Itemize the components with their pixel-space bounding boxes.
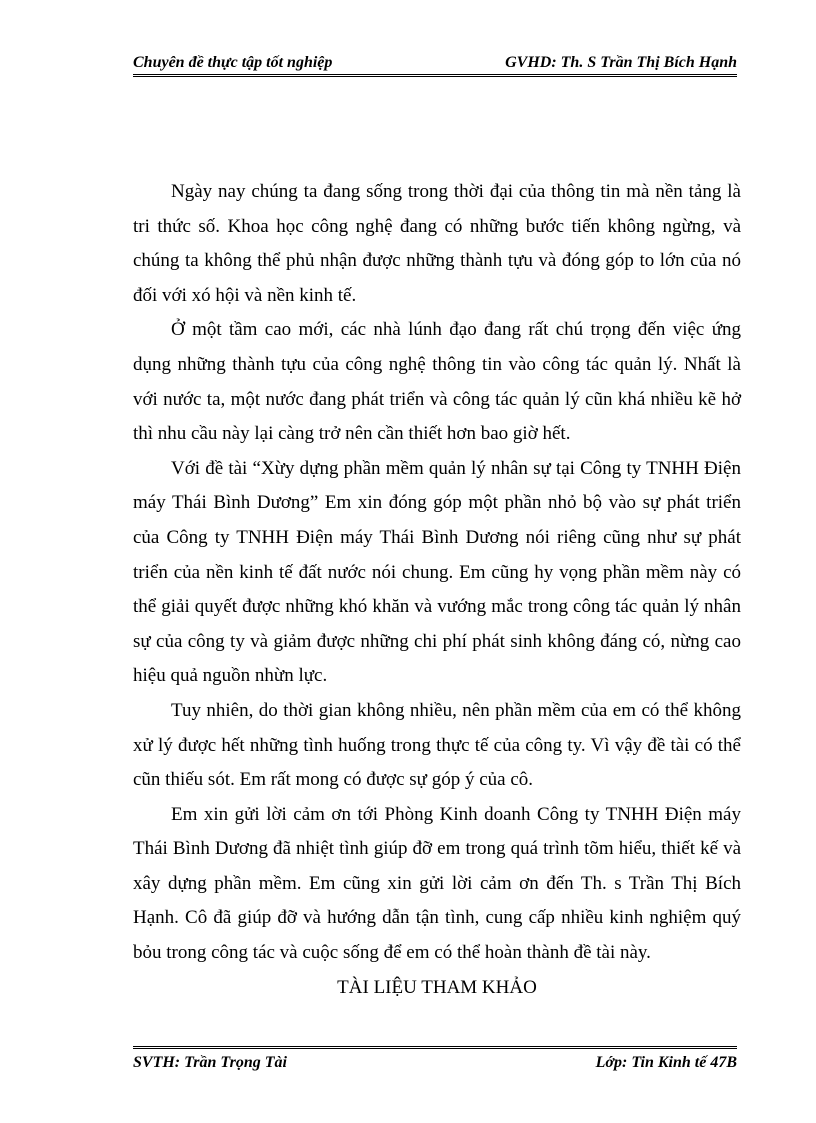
- header-divider: [133, 74, 737, 77]
- paragraph-acknowledgement: Em xin gửi lời cảm ơn tới Phòng Kinh doanh Công ty TNHH Điện máy Thái Bình Dương đã nhiệt tình giúp đỡ em trong quá trình tõm hiểu, thiết kế và xây dựng phần mềm. Em cũng xin gửi lời cảm ơn đến Th. s Trần Thị Bích Hạnh. Cô đã giúp đỡ và hướng dẫn tận tình, cung cấp nhiều kinh nghiệm quý bỏu trong công tác và cuộc sống để em có thể hoàn thành đề tài này.: [133, 803, 741, 964]
- paragraph-topic: Với đề tài “Xừy dựng phần mềm quản lý nhân sự tại Công ty TNHH Điện máy Thái Bình Dương” Em xin đóng góp một phần nhỏ bộ vào sự phát triển của Công ty TNHH Điện máy Thái Bình Dương nói riêng cũng như sự phát triển của nền kinh tế đất nước nói chung. Em cũng hy vọng phần mềm này có thể giải quyết được những khó khăn và vướng mắc trong công tác quản lý nhân sự của công ty và giảm được những chi phí phát sinh không đáng có, nừng cao hiệu quả nguồn nhừn lực.: [133, 457, 741, 687]
- document-body: [133, 175, 741, 1005]
- paragraph-leadership: Ở một tầm cao mới, các nhà lúnh đạo đang rất chú trọng đến việc ứng dụng những thành tựu của công nghệ thông tin vào công tác quản lý. Nhất là với nước ta, một nước đang phát triển và công tác quản lý cũn khá nhiều kẽ hở thì nhu cầu này lại càng trở nên cần thiết hơn bao giờ hết.: [133, 319, 741, 445]
- header-title: Chuyên đề thực tập tốt nghiệp: [133, 54, 333, 71]
- footer-divider: [133, 1046, 737, 1049]
- page-footer: [133, 1054, 737, 1076]
- paragraph-intro: Ngày nay chúng ta đang sống trong thời đại của thông tin mà nền tảng là tri thức số. Khoa học công nghệ đang có những bước tiến không ngừng, và chúng ta không thể phủ nhận được những thành tựu và đóng góp to lớn của nó đối với xó hội và nền kinh tế.: [133, 181, 741, 306]
- header-advisor: GVHD: Th. S Trần Thị Bích Hạnh: [505, 54, 737, 71]
- footer-class: Lớp: Tin Kinh tế 47B: [595, 1054, 737, 1071]
- page-header: [133, 50, 737, 72]
- footer-student: SVTH: Trần Trọng Tài: [133, 1054, 287, 1071]
- paragraph-limitations: Tuy nhiên, do thời gian không nhiều, nên phần mềm của em có thể không xử lý được hết những tình huống trong thực tế của công ty. Vì vậy đề tài có thể cũn thiếu sót. Em rất mong có được sự góp ý của cô.: [133, 699, 741, 791]
- references-heading: TÀI LIỆU THAM KHẢO: [337, 976, 537, 998]
